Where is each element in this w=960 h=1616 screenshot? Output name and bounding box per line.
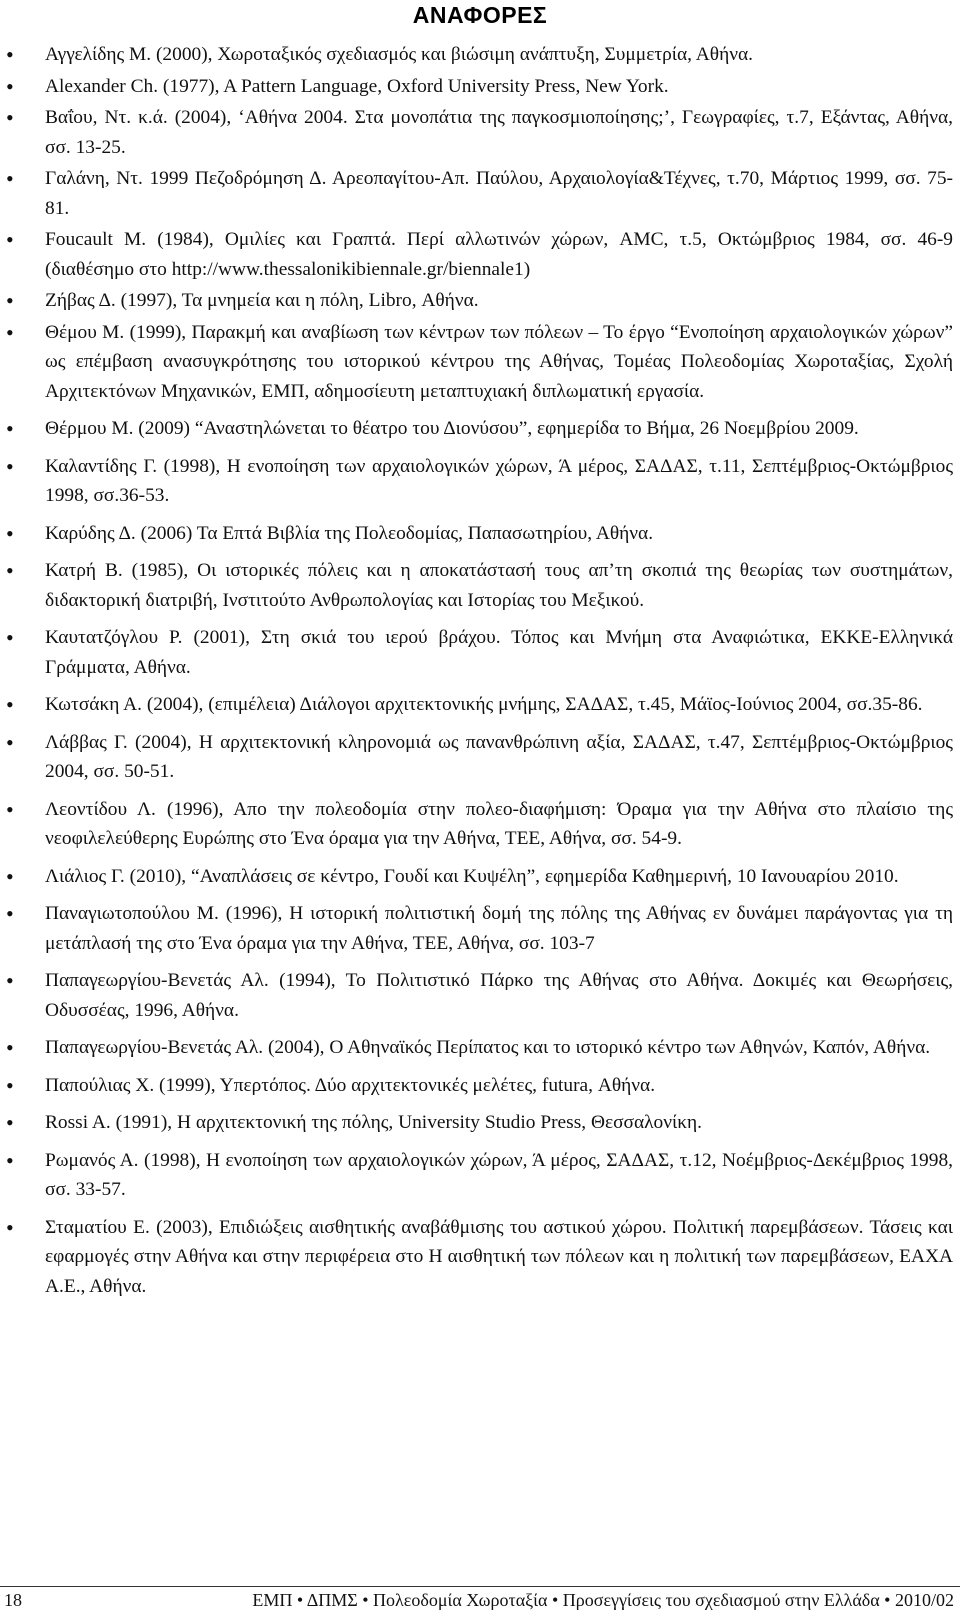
page-title: ΑΝΑΦΟΡΕΣ — [412, 2, 548, 28]
reference-item: • Κατρή Β. (1985), Οι ιστορικές πόλεις και η αποκατάστασή τους απ’τη σκοπιά της θεωρίας των συστημάτων, διδακτορική διατριβή, Ινστιτούτο Ανθρωπολογίας και Ιστορίας του Μεξικού. — [0, 556, 960, 615]
reference-item: • Σταματίου Ε. (2003), Επιδιώξεις αισθητικής αναβάθμισης του αστικού χώρου. Πολιτική παρεμβάσεων. Τάσεις και εφαρμογές στην Αθήνα και στην περιφέρεια στο Η αισθητική των πόλεων και η πολιτική των παρεμβάσεων, ΕΑΧΑ Α.Ε., Αθήνα. — [0, 1213, 960, 1302]
reference-item: • Γαλάνη, Ντ. 1999 Πεζοδρόμηση Δ. Αρεοπαγίτου-Απ. Παύλου, Αρχαιολογία&Τέχνες, τ.70, Μάρτιος 1999, σσ. 75-81. — [0, 164, 960, 223]
page-number: 18 — [4, 1590, 22, 1610]
reference-item: • Παπαγεωργίου-Βενετάς Αλ. (2004), Ο Αθηναϊκός Περίπατος και το ιστορικό κέντρο των Αθηνών, Καπόν, Αθήνα. — [0, 1033, 960, 1063]
footer-rule — [0, 1586, 960, 1587]
running-title: ΕΜΠ • ΔΠΜΣ • Πολεοδομία Χωροταξία • Προσεγγίσεις του σχεδιασμού στην Ελλάδα • 2010/02 — [252, 1590, 954, 1610]
reference-item: • Λιάλιος Γ. (2010), “Αναπλάσεις σε κέντρο, Γουδί και Κυψέλη”, εφημερίδα Καθημερινή, 10 Ιανουαρίου 2010. — [0, 862, 960, 892]
reference-item: • Καρύδης Δ. (2006) Τα Επτά Βιβλία της Πολεοδομίας, Παπασωτηρίου, Αθήνα. — [0, 519, 960, 549]
reference-item: • Κωτσάκη Α. (2004), (επιμέλεια) Διάλογοι αρχιτεκτονικής μνήμης, ΣΑΔΑΣ, τ.45, Μάϊος-Ιούνιος 2004, σσ.35-86. — [0, 690, 960, 720]
reference-item: • Θέμου Μ. (1999), Παρακμή και αναβίωση των κέντρων των πόλεων – Το έργο “Ενοποίηση αρχαιολογικών χώρων” ως επέμβαση ανασυγκρότησης του ιστορικού κέντρου της Αθήνας, Τομέας Πολεοδομίας Χωροταξίας, Σχολή Αρχιτεκτόνων Μηχανικών, ΕΜΠ, αδημοσίευτη μεταπτυχιακή διπλωματική εργασία. — [0, 318, 960, 407]
reference-item: • Καυτατζόγλου Ρ. (2001), Στη σκιά του ιερού βράχου. Τόπος και Μνήμη στα Αναφιώτικα, ΕΚΚΕ-Ελληνικά Γράμματα, Αθήνα. — [0, 623, 960, 682]
reference-item: • Καλαντίδης Γ. (1998), Η ενοποίηση των αρχαιολογικών χώρων, Ά μέρος, ΣΑΔΑΣ, τ.11, Σεπτέμβριος-Οκτώμβριος 1998, σσ.36-53. — [0, 452, 960, 511]
reference-item: • Ρωμανός Α. (1998), Η ενοποίηση των αρχαιολογικών χώρων, Ά μέρος, ΣΑΔΑΣ, τ.12, Νοέμβριος-Δεκέμβριος 1998, σσ. 33-57. — [0, 1146, 960, 1205]
reference-item: • Βαΐου, Ντ. κ.ά. (2004), ‘Αθήνα 2004. Στα μονοπάτια της παγκοσμιοποίησης;’, Γεωγραφίες, τ.7, Εξάντας, Αθήνα, σσ. 13-25. — [0, 103, 960, 162]
reference-item: • Παπαγεωργίου-Βενετάς Αλ. (1994), Το Πολιτιστικό Πάρκο της Αθήνας στο Αθήνα. Δοκιμές και Θεωρήσεις, Οδυσσέας, 1996, Αθήνα. — [0, 966, 960, 1025]
page-footer — [0, 1590, 960, 1614]
reference-item: • Αγγελίδης Μ. (2000), Χωροταξικός σχεδιασμός και βιώσιμη ανάπτυξη, Συμμετρία, Αθήνα. — [0, 40, 960, 70]
reference-item: • Ζήβας Δ. (1997), Τα μνημεία και η πόλη, Libro, Αθήνα. — [0, 286, 960, 316]
reference-item: • Λεοντίδου Λ. (1996), Απο την πολεοδομία στην πολεο-διαφήμιση: Όραμα για την Αθήνα στο πλαίσιο της νεοφιλελεύθερης Ευρώπης στο Ένα όραμα για την Αθήνα, ΤΕΕ, Αθήνα, σσ. 54-9. — [0, 795, 960, 854]
reference-item: • Rossi A. (1991), Η αρχιτεκτονική της πόλης, University Studio Press, Θεσσαλονίκη. — [0, 1108, 960, 1138]
reference-item: • Foucault M. (1984), Ομιλίες και Γραπτά. Περί αλλωτινών χώρων, AMC, τ.5, Οκτώμβριος 1984, σσ. 46-9 (διαθέσημο στο http://www.thessalonikibiennale.gr/biennale1) — [0, 225, 960, 284]
reference-item: • Θέρμου Μ. (2009) “Αναστηλώνεται το θέατρο του Διονύσου”, εφημερίδα το Βήμα, 26 Νοεμβρίου 2009. — [0, 414, 960, 444]
reference-list — [0, 40, 960, 1303]
reference-item: • Παπούλιας Χ. (1999), Υπερτόπος. Δύο αρχιτεκτονικές μελέτες, futura, Αθήνα. — [0, 1071, 960, 1101]
reference-item: • Alexander Ch. (1977), A Pattern Language, Oxford University Press, New York. — [0, 72, 960, 102]
reference-item: • Λάββας Γ. (2004), Η αρχιτεκτονική κληρονομιά ως πανανθρώπινη αξία, ΣΑΔΑΣ, τ.47, Σεπτέμβριος-Οκτώμβριος 2004, σσ. 50-51. — [0, 728, 960, 787]
reference-item: • Παναγιωτοπούλου Μ. (1996), Η ιστορική πολιτιστική δομή της πόλης της Αθήνας εν δυνάμει παράγοντας για τη μετάπλασή της στο Ένα όραμα για την Αθήνα, ΤΕΕ, Αθήνα, σσ. 103-7 — [0, 899, 960, 958]
